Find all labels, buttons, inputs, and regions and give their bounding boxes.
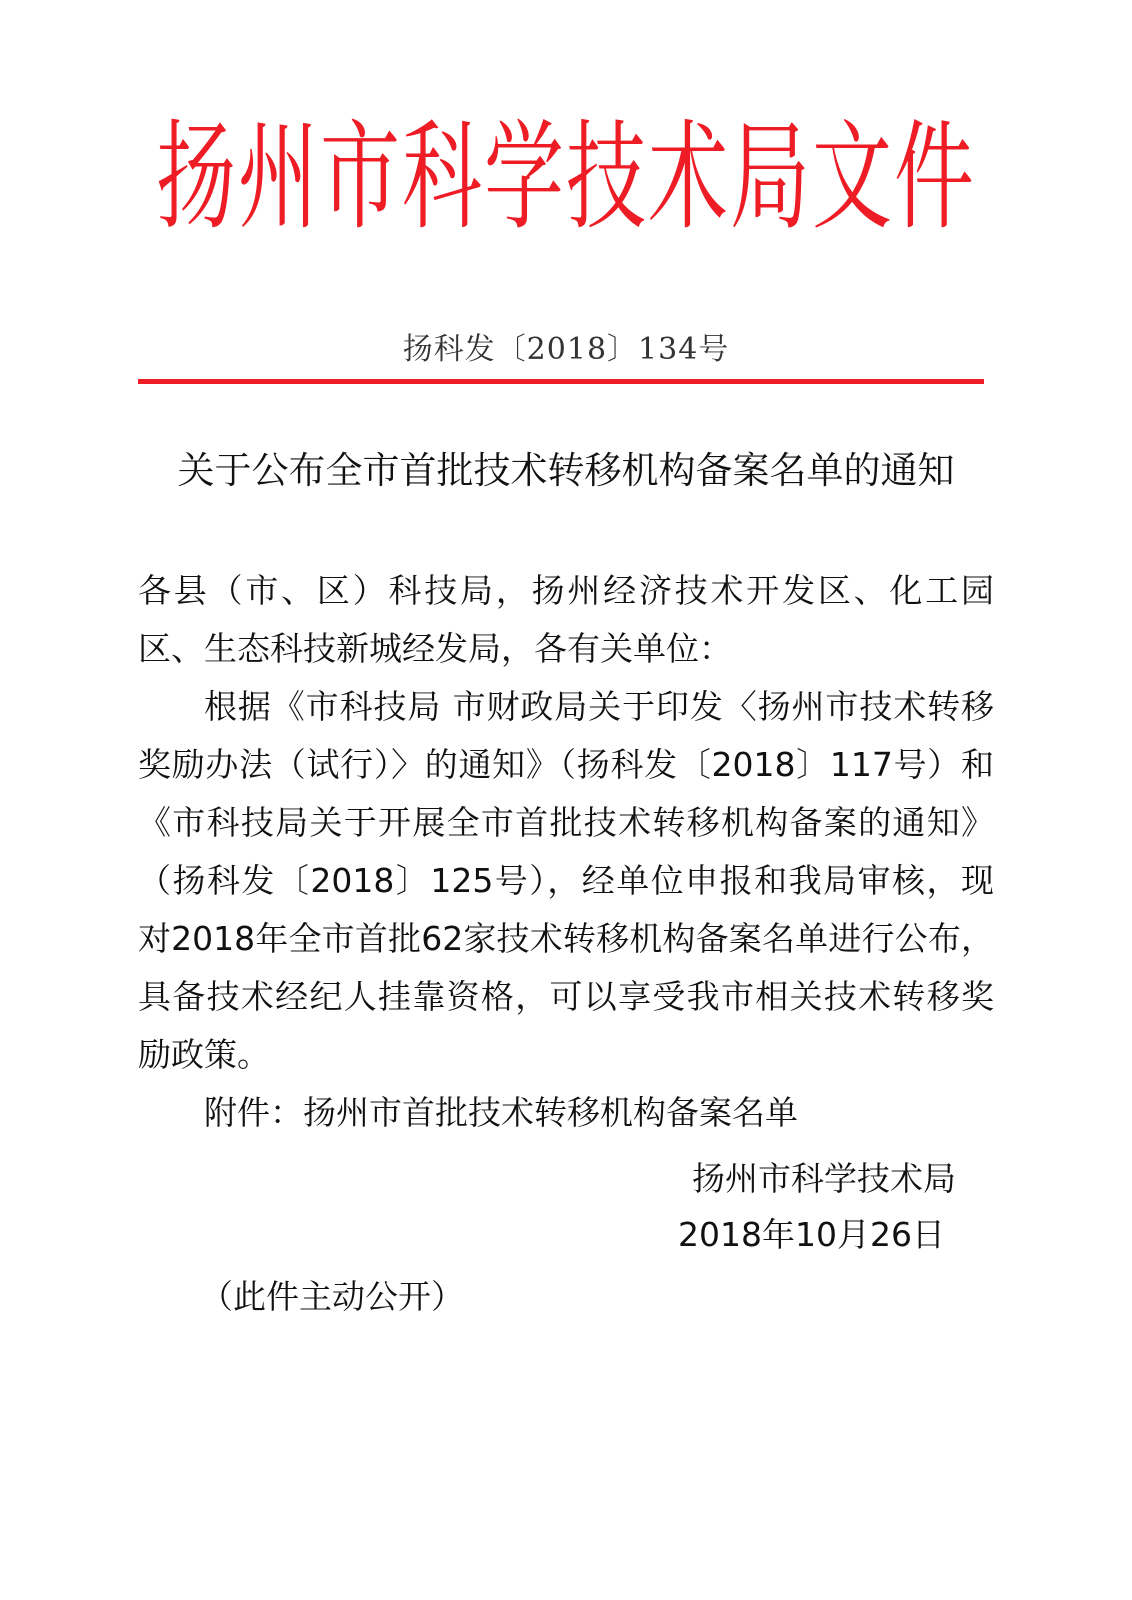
notice-title: 关于公布全市首批技术转移机构备案名单的通知 (177, 449, 955, 492)
notice-body (138, 562, 994, 1142)
red-divider-line (138, 379, 984, 384)
attachment-line: 附件：扬州市首批技术转移机构备案名单 (204, 1093, 798, 1132)
main-paragraph: 根据《市科技局 市财政局关于印发〈扬州市技术转移奖励办法（试行）〉的通知》（扬科发〔2018〕117号）和《市科技局关于开展全市首批技术转移机构备案的通知》（扬科发〔2018〕125号），经单位申报和我局审核，现对2018年全市首批62家技术转移机构备案名单进行公布，具备技术经纪人挂靠资格，可以享受我市相关技术转移奖励政策。 (138, 687, 994, 1074)
issuing-organization: 扬州市科学技术局 (692, 1159, 956, 1198)
salutation: 各县（市、区）科技局，扬州经济技术开发区、化工园区、生态科技新城经发局，各有关单位： (138, 571, 994, 668)
document-number: 扬科发〔2018〕134号 (402, 332, 730, 367)
issue-date: 2018年10月26日 (678, 1215, 945, 1254)
document-masthead: 扬州市科学技术局文件 (156, 108, 976, 247)
disclosure-note: （此件主动公开） (200, 1277, 464, 1316)
